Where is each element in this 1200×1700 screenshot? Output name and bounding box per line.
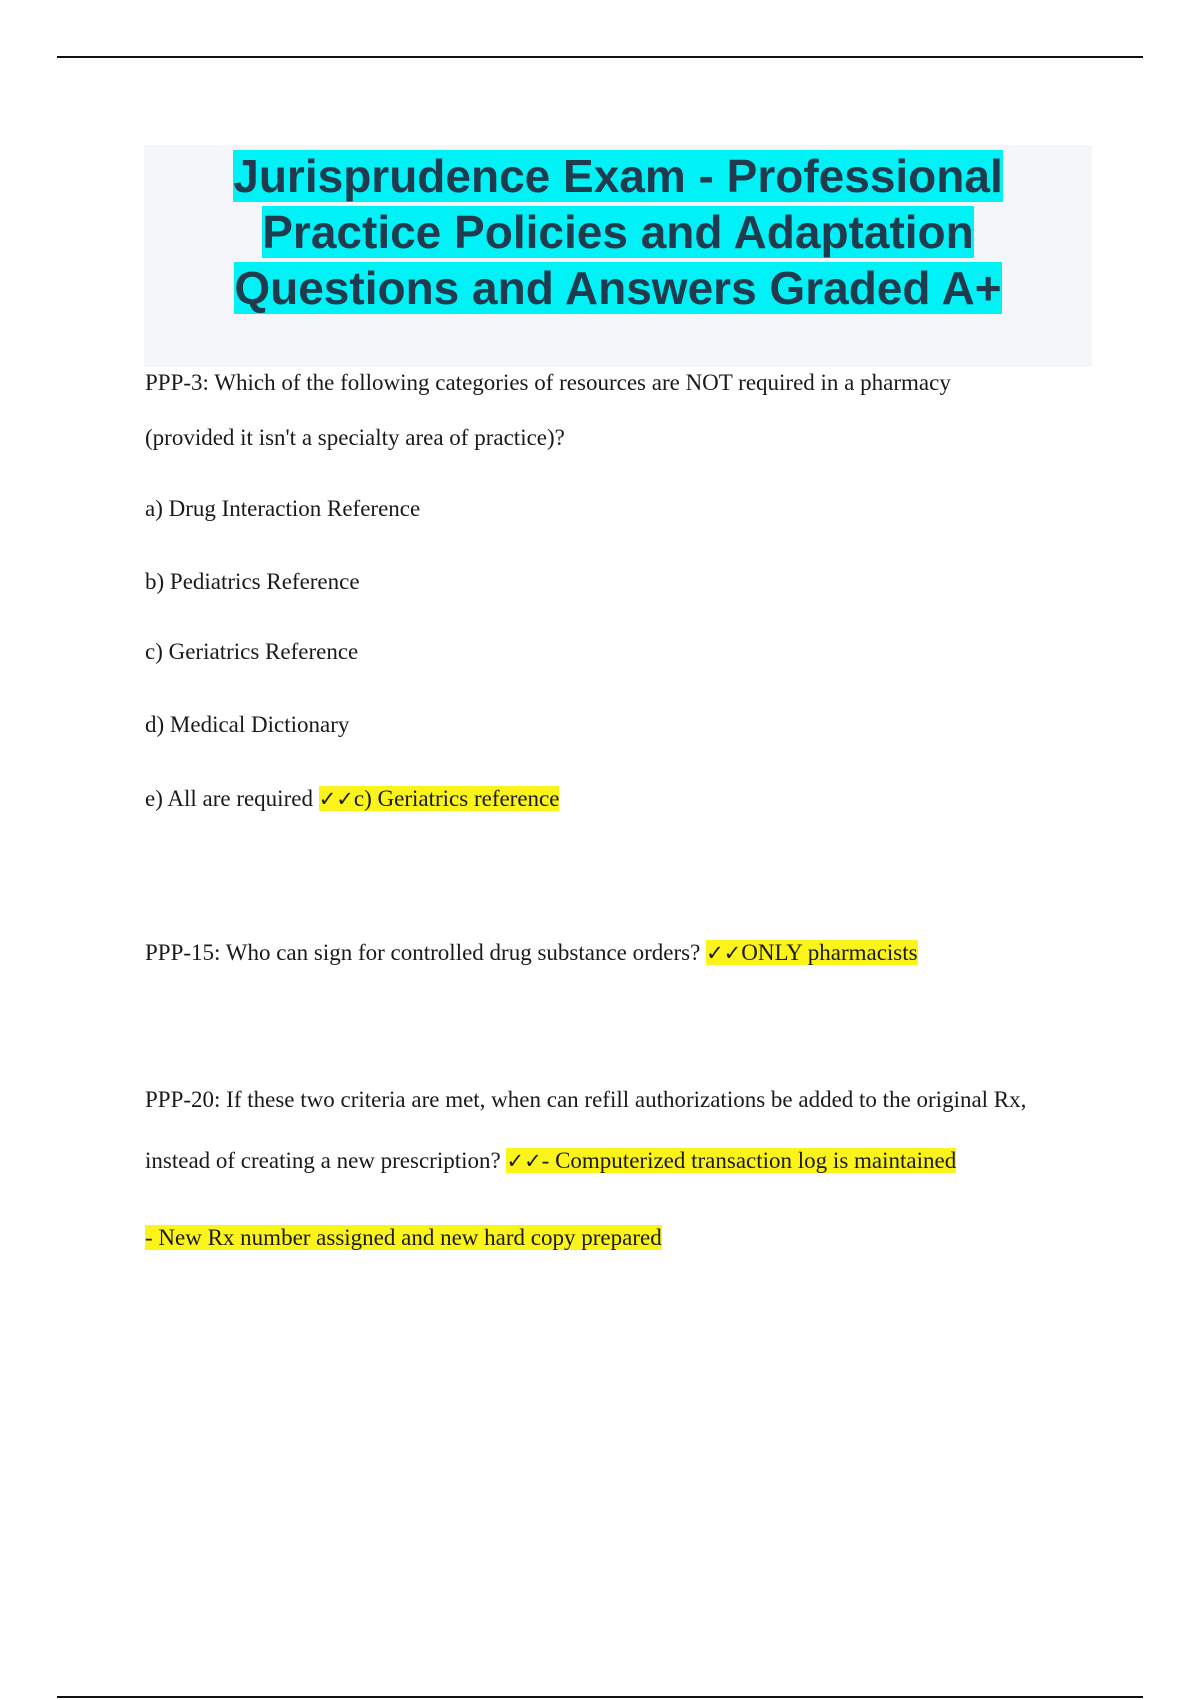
q1-option-d: d) Medical Dictionary — [145, 712, 350, 737]
q1-option-a: a) Drug Interaction Reference — [145, 496, 421, 521]
q1-text-line-1: PPP-3: Which of the following categories of resources are NOT required in a pharmacy — [145, 370, 951, 395]
top-rule — [57, 56, 1143, 58]
q1-text-line-2: (provided it isn't a specialty area of practice)? — [145, 425, 565, 450]
double-check-icon: ✓✓ — [318, 787, 354, 811]
q1-option-e: e) All are required — [145, 786, 313, 811]
q2-line — [145, 938, 918, 968]
double-check-icon: ✓✓ — [506, 1149, 542, 1173]
title-block — [144, 145, 1092, 367]
q2-text: PPP-15: Who can sign for controlled drug substance orders? — [145, 940, 701, 965]
title-line-3: Questions and Answers Graded A+ — [234, 262, 1002, 314]
q1-option-c: c) Geriatrics Reference — [145, 639, 359, 664]
q2-answer-text: ONLY pharmacists — [741, 940, 918, 965]
q1-answer — [319, 786, 560, 811]
q3-answer-2: - New Rx number assigned and new hard copy prepared — [145, 1225, 662, 1250]
document-title — [144, 145, 1092, 316]
q1-option-e-line — [145, 784, 559, 814]
q3-line-2 — [145, 1146, 956, 1176]
q3-text-line-2: instead of creating a new prescription? — [145, 1148, 501, 1173]
bottom-rule — [57, 1696, 1143, 1698]
title-line-2: Practice Policies and Adaptation — [262, 206, 974, 258]
double-check-icon: ✓✓ — [706, 941, 742, 965]
q3-line-3 — [145, 1223, 662, 1253]
q3-text-line-1: PPP-20: If these two criteria are met, when can refill authorizations be added to the original Rx, — [145, 1087, 1027, 1112]
q2-answer — [706, 940, 918, 965]
q3-answer-1-text: - Computerized transaction log is maintained — [541, 1148, 957, 1173]
q1-option-b: b) Pediatrics Reference — [145, 569, 360, 594]
q1-answer-text: c) Geriatrics reference — [353, 786, 560, 811]
q3-answer-1 — [506, 1148, 956, 1173]
title-line-1: Jurisprudence Exam - Professional — [233, 150, 1003, 202]
